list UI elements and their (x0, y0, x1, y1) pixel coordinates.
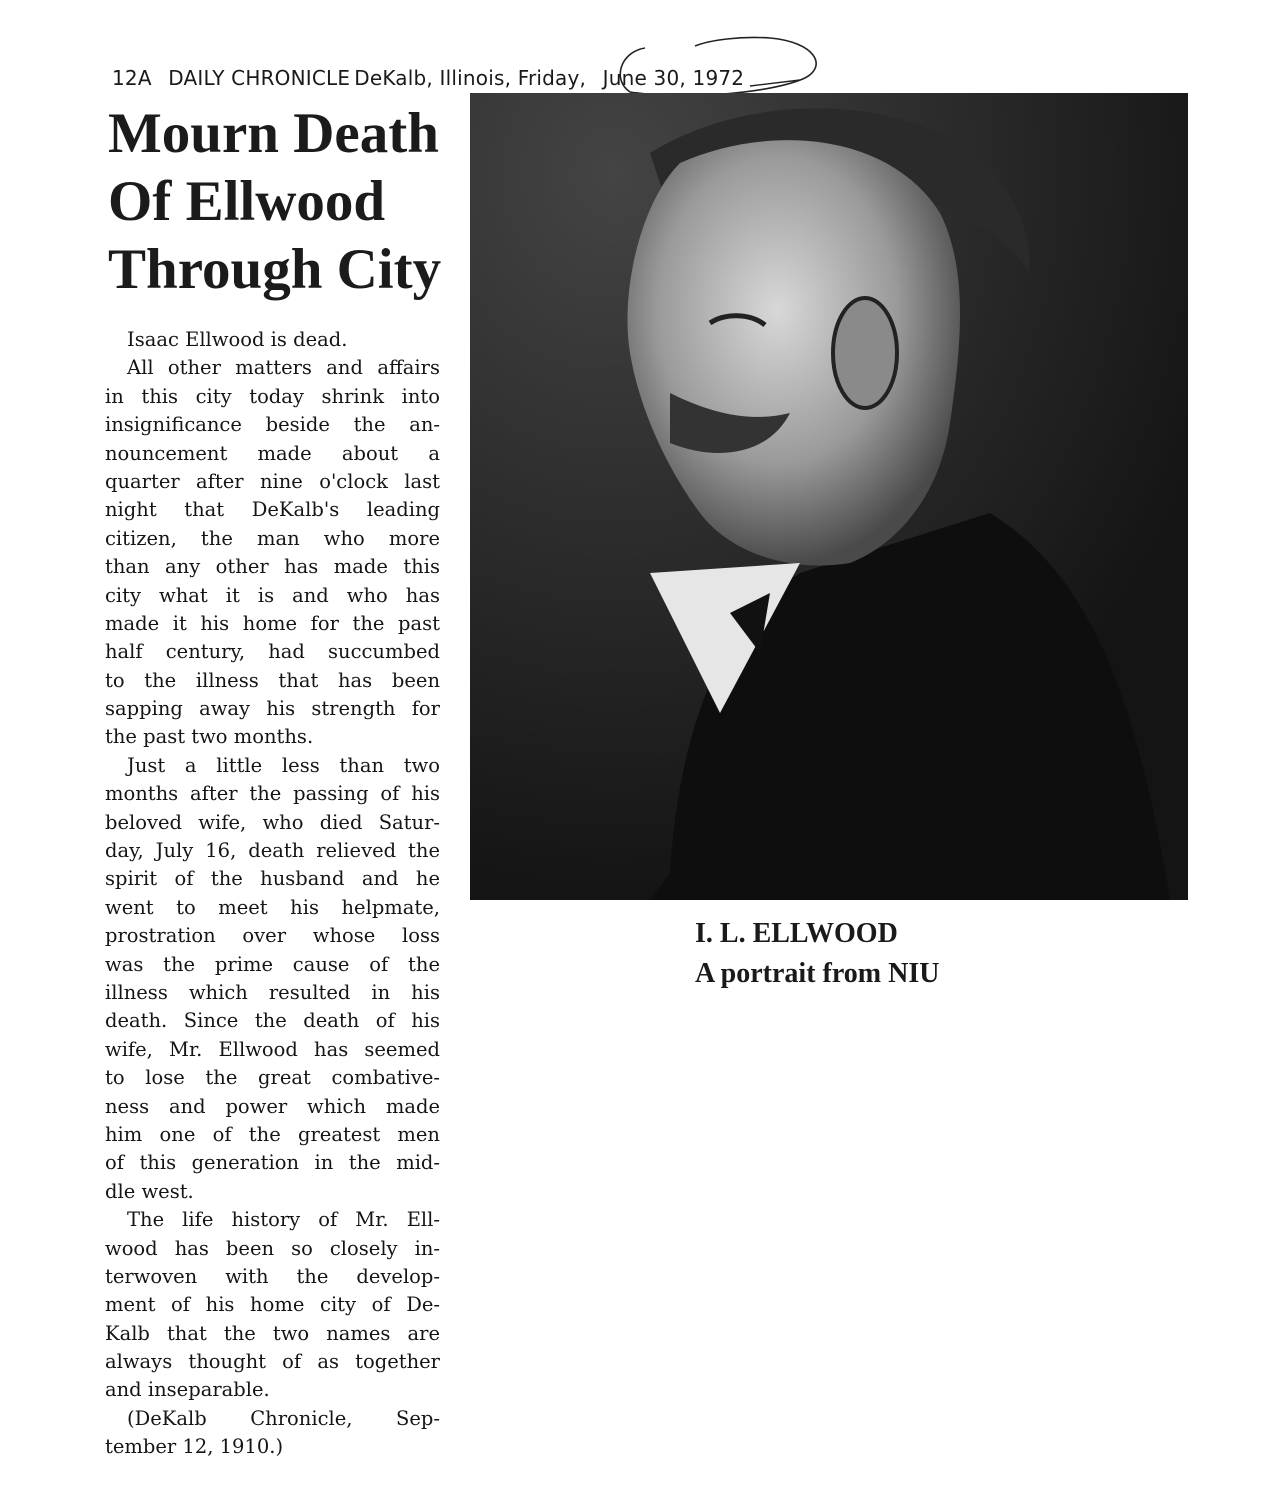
text-line: All other matters and affairs (127, 356, 440, 380)
caption-name: I. L. ELLWOOD (695, 918, 898, 949)
text-line: ness and power which made (105, 1094, 440, 1118)
article-body (105, 326, 440, 1462)
text-line: went to meet his helpmate, (105, 895, 440, 919)
text-line: made it his home for the past (105, 611, 440, 635)
text-line: night that DeKalb's leading (105, 498, 440, 522)
text-line: wife, Mr. Ellwood has seemed (105, 1037, 440, 1061)
headline-line: Through City (108, 238, 442, 301)
paragraph (105, 326, 440, 354)
text-line: half century, had succumbed (105, 640, 440, 664)
paragraph (105, 1405, 440, 1462)
text-line: of this generation in the mid- (105, 1151, 440, 1175)
portrait-photo (470, 93, 1188, 900)
text-line: spirit of the husband and he (105, 867, 440, 891)
text-line: prostration over whose loss (105, 924, 440, 948)
headline-line: Mourn Death (108, 102, 439, 165)
caption-credit: A portrait from NIU (695, 958, 940, 989)
text-line: the past two months. (105, 725, 314, 749)
page-number: 12A (112, 66, 152, 90)
text-line: was the prime cause of the (105, 952, 440, 976)
text-line: Isaac Ellwood is dead. (127, 328, 348, 351)
text-line: insignificance beside the an- (105, 413, 440, 437)
text-line: wood has been so closely in- (105, 1236, 440, 1260)
photo-caption (695, 914, 939, 994)
text-line: The life history of Mr. Ell- (127, 1208, 440, 1232)
text-line: death. Since the death of his (105, 1009, 440, 1033)
text-line: than any other has made this (105, 555, 440, 579)
text-line: in this city today shrink into (105, 384, 440, 408)
text-line: dle west. (105, 1179, 194, 1203)
headline-line: Of Ellwood (108, 170, 386, 233)
text-line: nouncement made about a (105, 441, 440, 465)
text-line: Just a little less than two (127, 753, 440, 777)
text-line: ment of his home city of De- (105, 1293, 440, 1317)
headline (108, 100, 468, 304)
text-line: day, July 16, death relieved the (105, 839, 440, 863)
text-line: terwoven with the develop- (105, 1264, 440, 1288)
text-line: always thought of as together (105, 1350, 440, 1374)
text-line: and inseparable. (105, 1378, 270, 1402)
paragraph (105, 752, 440, 1206)
text-line: Kalb that the two names are (105, 1321, 440, 1345)
text-line: months after the passing of his (105, 782, 440, 806)
text-line: citizen, the man who more (105, 526, 440, 550)
text-line: quarter after nine o'clock last (105, 469, 440, 493)
text-line: to lose the great combative- (105, 1066, 440, 1090)
text-line: city what it is and who has (105, 583, 440, 607)
paragraph (105, 1206, 440, 1405)
text-line: beloved wife, who died Satur- (105, 810, 440, 834)
dateline-location: DeKalb, Illinois, Friday, (354, 66, 587, 90)
text-line: him one of the greatest men (105, 1122, 440, 1146)
portrait-image (470, 93, 1188, 900)
text-line: (DeKalb Chronicle, Sep- (127, 1406, 440, 1430)
paragraph (105, 354, 440, 751)
text-line: tember 12, 1910.) (105, 1435, 284, 1459)
newspaper-name: DAILY CHRONICLE (168, 66, 351, 90)
handwritten-circle-annotation (600, 30, 830, 100)
publication-date: June 30, 1972 (602, 66, 745, 90)
text-line: to the illness that has been (105, 668, 440, 692)
text-line: sapping away his strength for (105, 697, 440, 721)
text-line: illness which resulted in his (105, 980, 440, 1004)
